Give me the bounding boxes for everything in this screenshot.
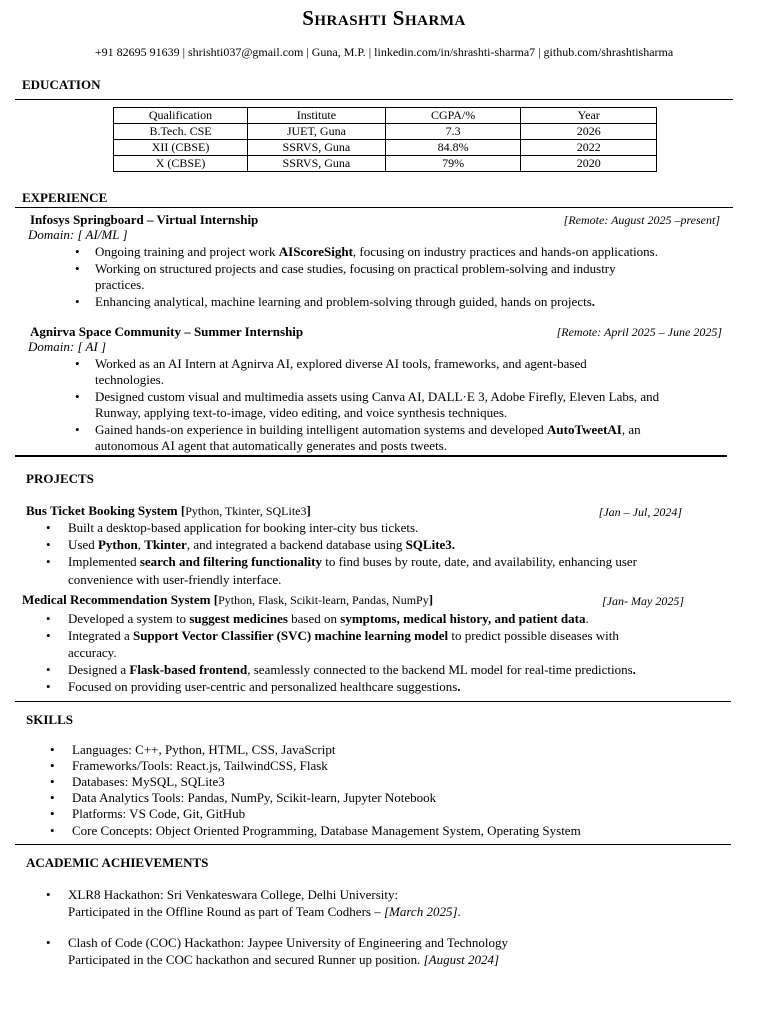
text-span: Developed a system to [68, 611, 190, 626]
text-span: Designed a [68, 662, 130, 677]
bold-text: . [632, 662, 636, 677]
text-span: [ [180, 503, 186, 518]
bullet-icon: • [75, 389, 80, 404]
bullet-icon: • [46, 554, 51, 569]
bold-text: SQLite3. [405, 537, 456, 552]
achievement-date: [August 2024] [423, 952, 500, 967]
text-span: ] [306, 503, 311, 518]
bold-text: . [591, 294, 596, 309]
table-header-cell: Qualification [114, 108, 248, 124]
job-dates: [Remote: August 2025 –present] [563, 213, 720, 227]
bold-text: AIScoreSight [278, 244, 353, 259]
bullet-icon: • [46, 628, 51, 643]
list-item [68, 628, 619, 644]
project-name: Bus Ticket Booking System [26, 503, 181, 518]
skill-item: Platforms: VS Code, Git, GitHub [72, 806, 246, 821]
contact-line: +91 82695 91639 | shrishti037@gmail.com | Guna, M.P. | linkedin.com/in/shrashti-sharma7 | github.com/shrashtisharma [94, 45, 674, 59]
text-span: Enhancing analytical, machine learning and problem-solving through guided, hands on projects [95, 294, 592, 309]
bullet-icon: • [46, 662, 51, 677]
bullet-icon: • [75, 422, 80, 437]
table-cell: SSRVS, Guna [248, 156, 386, 172]
text-span: Participated in the Offline Round as part of Team Codhers – [68, 904, 384, 919]
table-row [114, 156, 657, 172]
text-span: , an [621, 422, 641, 437]
achievement-detail [68, 904, 461, 920]
bullet-icon: • [50, 742, 55, 757]
table-header-cell: CGPA/% [385, 108, 521, 124]
list-item [95, 294, 595, 310]
bullet-icon: • [75, 244, 80, 259]
list-item [68, 679, 461, 695]
text-span: ] [428, 592, 434, 607]
table-cell: 79% [385, 156, 521, 172]
bold-text: Python [97, 537, 138, 552]
bold-text: Support Vector Classifier (SVC) machine learning model [132, 628, 449, 643]
bold-text: search and filtering functionality [139, 554, 322, 569]
list-item: Worked as an AI Intern at Agnirva AI, explored diverse AI tools, frameworks, and agent-based [95, 356, 587, 371]
text-span: Used [68, 537, 98, 552]
text-span: [ [213, 592, 219, 607]
table-cell: 2020 [521, 156, 657, 172]
job-title: Agnirva Space Community – Summer Internship [30, 324, 304, 339]
list-item-continuation: autonomous AI agent that automatically generates and posts tweets. [95, 438, 447, 453]
skill-item: Databases: MySQL, SQLite3 [72, 774, 225, 789]
section-divider [15, 844, 731, 845]
text-span: . [585, 611, 589, 626]
bullet-icon: • [75, 356, 80, 371]
text-span: to find buses by route, date, and availability, enhancing user [321, 554, 638, 569]
table-cell: 7.3 [385, 124, 521, 140]
bullet-icon: • [46, 935, 51, 950]
table-header-cell: Year [521, 108, 657, 124]
list-item [68, 537, 455, 553]
skill-item: Languages: C++, Python, HTML, CSS, JavaScript [72, 742, 336, 757]
table-row [114, 124, 657, 140]
education-table [113, 107, 657, 172]
job-dates: [Remote: April 2025 – June 2025] [556, 325, 722, 339]
table-row [114, 140, 657, 156]
bold-text: . [457, 679, 461, 694]
project-title [22, 592, 433, 608]
table-cell: 2026 [521, 124, 657, 140]
bullet-icon: • [50, 806, 55, 821]
table-header-row [114, 108, 657, 124]
list-item: Designed custom visual and multimedia assets using Canva AI, DALL·E 3, Adobe Firefly, Eleven Labs, and [95, 389, 660, 404]
bullet-icon: • [50, 790, 55, 805]
section-heading-education: EDUCATION [22, 77, 101, 92]
bullet-icon: • [50, 758, 55, 773]
section-heading-achievements: ACADEMIC ACHIEVEMENTS [26, 855, 209, 870]
list-item [95, 422, 641, 438]
bullet-icon: • [50, 774, 55, 789]
bold-text: Tkinter [144, 537, 187, 552]
text-span: , [137, 537, 145, 552]
bold-text: suggest medicines [189, 611, 288, 626]
text-span: Integrated a [68, 628, 133, 643]
project-dates: [Jan- May 2025] [602, 594, 684, 608]
list-item [68, 554, 637, 570]
list-item: Built a desktop-based application for booking inter-city bus tickets. [68, 520, 419, 535]
list-item-continuation: technologies. [95, 372, 164, 387]
text-span: Ongoing training and project work [95, 244, 279, 259]
table-cell: SSRVS, Guna [248, 140, 386, 156]
section-heading-skills: SKILLS [26, 712, 73, 727]
bullet-icon: • [75, 294, 80, 309]
text-span: Gained hands-on experience in building intelligent automation systems and developed [95, 422, 547, 437]
candidate-name: Shrashti Sharma [302, 6, 466, 30]
skill-item: Data Analytics Tools: Pandas, NumPy, Scikit-learn, Jupyter Notebook [72, 790, 437, 805]
table-header-cell: Institute [248, 108, 386, 124]
text-span: Focused on providing user-centric and personalized healthcare suggestions [68, 679, 458, 694]
job-domain: Domain: [ AI ] [28, 339, 107, 354]
achievement-detail [68, 952, 499, 968]
achievement-item: XLR8 Hackathon: Sri Venkateswara College, Delhi University: [68, 887, 399, 902]
section-divider [15, 701, 731, 702]
text-span: Implemented [68, 554, 140, 569]
skill-item: Frameworks/Tools: React.js, TailwindCSS, Flask [72, 758, 328, 773]
skill-item: Core Concepts: Object Oriented Programming, Database Management System, Operating System [72, 823, 581, 838]
list-item [68, 611, 589, 627]
project-tech: Python, Tkinter, SQLite3 [185, 504, 307, 518]
bold-text: AutoTweetAI [547, 422, 622, 437]
list-item: Working on structured projects and case studies, focusing on practical problem-solving and industry [95, 261, 616, 276]
text-span: , focusing on industry practices and hands-on applications. [352, 244, 658, 259]
list-item-continuation: convenience with user-friendly interface. [68, 572, 282, 587]
section-heading-projects: PROJECTS [26, 471, 94, 486]
project-name: Medical Recommendation System [22, 592, 214, 607]
list-item-continuation: Runway, applying text-to-image, video editing, and voice synthesis techniques. [95, 405, 508, 420]
bullet-icon: • [46, 520, 51, 535]
section-divider [15, 99, 733, 100]
project-dates: [Jan – Jul, 2024] [598, 505, 682, 519]
table-cell: B.Tech. CSE [114, 124, 248, 140]
bullet-icon: • [46, 887, 51, 902]
bullet-icon: • [46, 537, 51, 552]
table-cell: X (CBSE) [114, 156, 248, 172]
text-span: , and integrated a backend database using [186, 537, 406, 552]
text-span: . [457, 904, 461, 919]
achievement-date: [March 2025] [383, 904, 458, 919]
text-span: based on [287, 611, 341, 626]
job-domain: Domain: [ AI/ML ] [28, 227, 128, 242]
bullet-icon: • [50, 823, 55, 838]
table-cell: 84.8% [385, 140, 521, 156]
table-cell: 2022 [521, 140, 657, 156]
list-item-continuation: accuracy. [68, 645, 117, 660]
text-span: Participated in the COC hackathon and secured Runner up position. [68, 952, 424, 967]
project-title [26, 503, 311, 519]
list-item-continuation: practices. [95, 277, 145, 292]
achievement-item: Clash of Code (COC) Hackathon: Jaypee University of Engineering and Technology [68, 935, 509, 950]
table-cell: XII (CBSE) [114, 140, 248, 156]
text-span: to predict possible diseases with [448, 628, 619, 643]
table-cell: JUET, Guna [248, 124, 386, 140]
bullet-icon: • [75, 261, 80, 276]
section-heading-experience: EXPERIENCE [22, 190, 108, 205]
bullet-icon: • [46, 679, 51, 694]
list-item [95, 244, 658, 260]
text-span: , seamlessly connected to the backend ML model for real-time predictions [247, 662, 633, 677]
bullet-icon: • [46, 611, 51, 626]
section-divider [15, 455, 727, 457]
section-divider [15, 207, 733, 208]
project-tech: Python, Flask, Scikit-learn, Pandas, NumPy [218, 593, 429, 607]
job-title: Infosys Springboard – Virtual Internship [30, 212, 259, 227]
list-item [68, 662, 636, 678]
bold-text: symptoms, medical history, and patient data [340, 611, 586, 626]
bold-text: Flask-based frontend [129, 662, 248, 677]
